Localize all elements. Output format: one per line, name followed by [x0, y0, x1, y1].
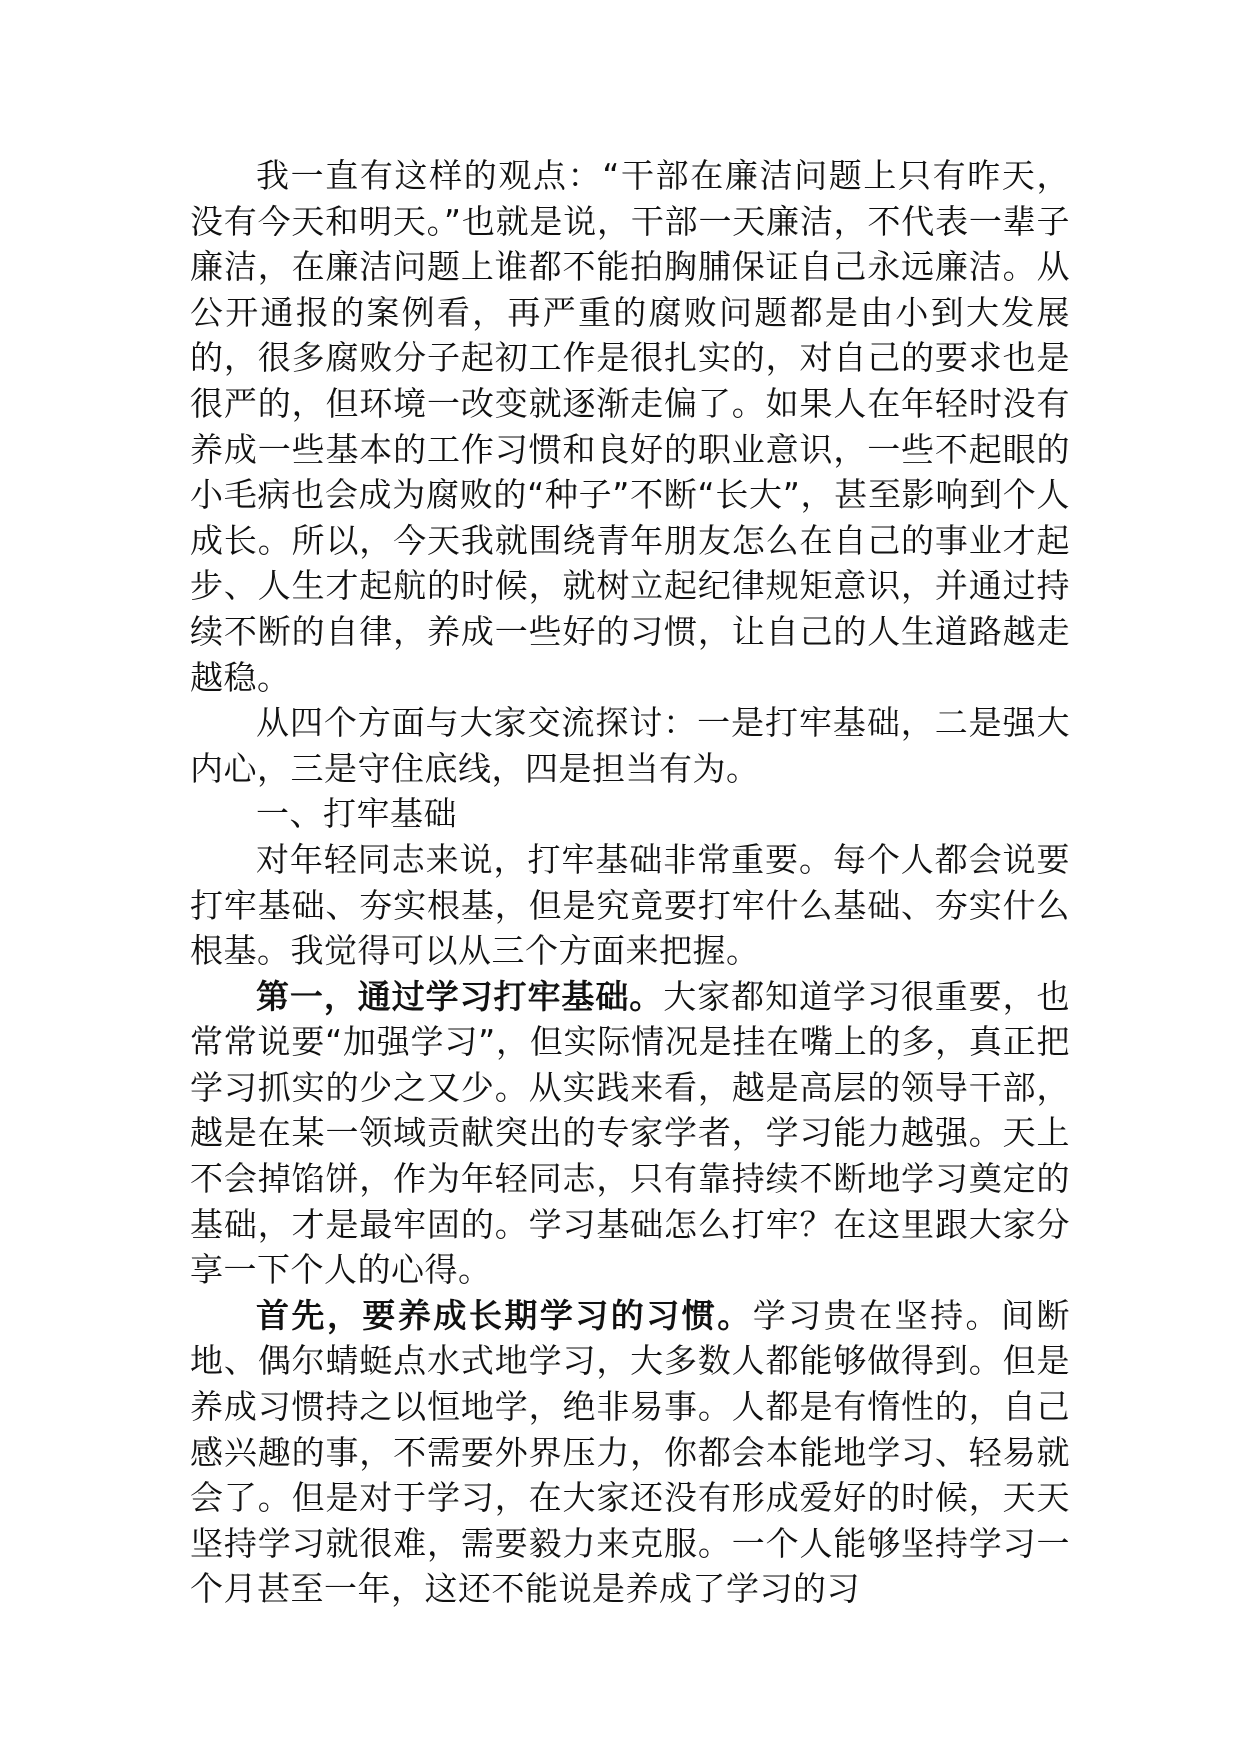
- paragraph: [190, 153, 1070, 700]
- paragraph: [190, 1293, 1070, 1612]
- paragraph-text: 从四个方面与大家交流探讨：一是打牢基础，二是强大内心，三是守住底线，四是担当有为。: [190, 703, 1070, 788]
- paragraph: [190, 837, 1070, 974]
- section-heading-text: 一、打牢基础: [256, 794, 457, 834]
- paragraph-text: 大家都知道学习很重要，也常常说要“加强学习”，但实际情况是挂在嘴上的多，真正把学习抓实的少之又少。从实践来看，越是高层的领导干部，越是在某一领域贡献突出的专家学者，学习能力越强。天上不会掉馅饼，作为年轻同志，只有靠持续不断地学习奠定的基础，才是最牢固的。学习基础怎么打牢？在这里跟大家分享一下个人的心得。: [190, 976, 1071, 1290]
- paragraph-lead: 第一，通过学习打牢基础。: [256, 976, 664, 1016]
- paragraph: [190, 700, 1070, 791]
- paragraph-text: 我一直有这样的观点：“干部在廉洁问题上只有昨天，没有今天和明天。”也就是说，干部一天廉洁，不代表一辈子廉洁，在廉洁问题上谁都不能拍胸脯保证自己永远廉洁。从公开通报的案例看，再严重的腐败问题都是由小到大发展的，很多腐败分子起初工作是很扎实的，对自己的要求也是很严的，但环境一改变就逐渐走偏了。如果人在年轻时没有养成一些基本的工作习惯和良好的职业意识，一些不起眼的小毛病也会成为腐败的“种子”不断“长大”，甚至影响到个人成长。所以，今天我就围绕青年朋友怎么在自己的事业才起步、人生才起航的时候，就树立起纪律规矩意识，并通过持续不断的自律，养成一些好的习惯，让自己的人生道路越走越稳。: [190, 156, 1070, 697]
- section-heading: [190, 791, 1070, 837]
- document-body: [190, 153, 1070, 1612]
- paragraph-lead: 首先，要养成长期学习的习惯。: [256, 1295, 753, 1335]
- paragraph: [190, 974, 1070, 1293]
- paragraph-text: 学习贵在坚持。间断地、偶尔蜻蜓点水式地学习，大多数人都能够做得到。但是养成习惯持之以恒地学，绝非易事。人都是有惰性的，自己感兴趣的事，不需要外界压力，你都会本能地学习、轻易就会了。但是对于学习，在大家还没有形成爱好的时候，天天坚持学习就很难，需要毅力来克服。一个人能够坚持学习一个月甚至一年，这还不能说是养成了学习的习: [190, 1295, 1071, 1609]
- paragraph-text: 对年轻同志来说，打牢基础非常重要。每个人都会说要打牢基础、夯实根基，但是究竟要打牢什么基础、夯实什么根基。我觉得可以从三个方面来把握。: [190, 839, 1070, 971]
